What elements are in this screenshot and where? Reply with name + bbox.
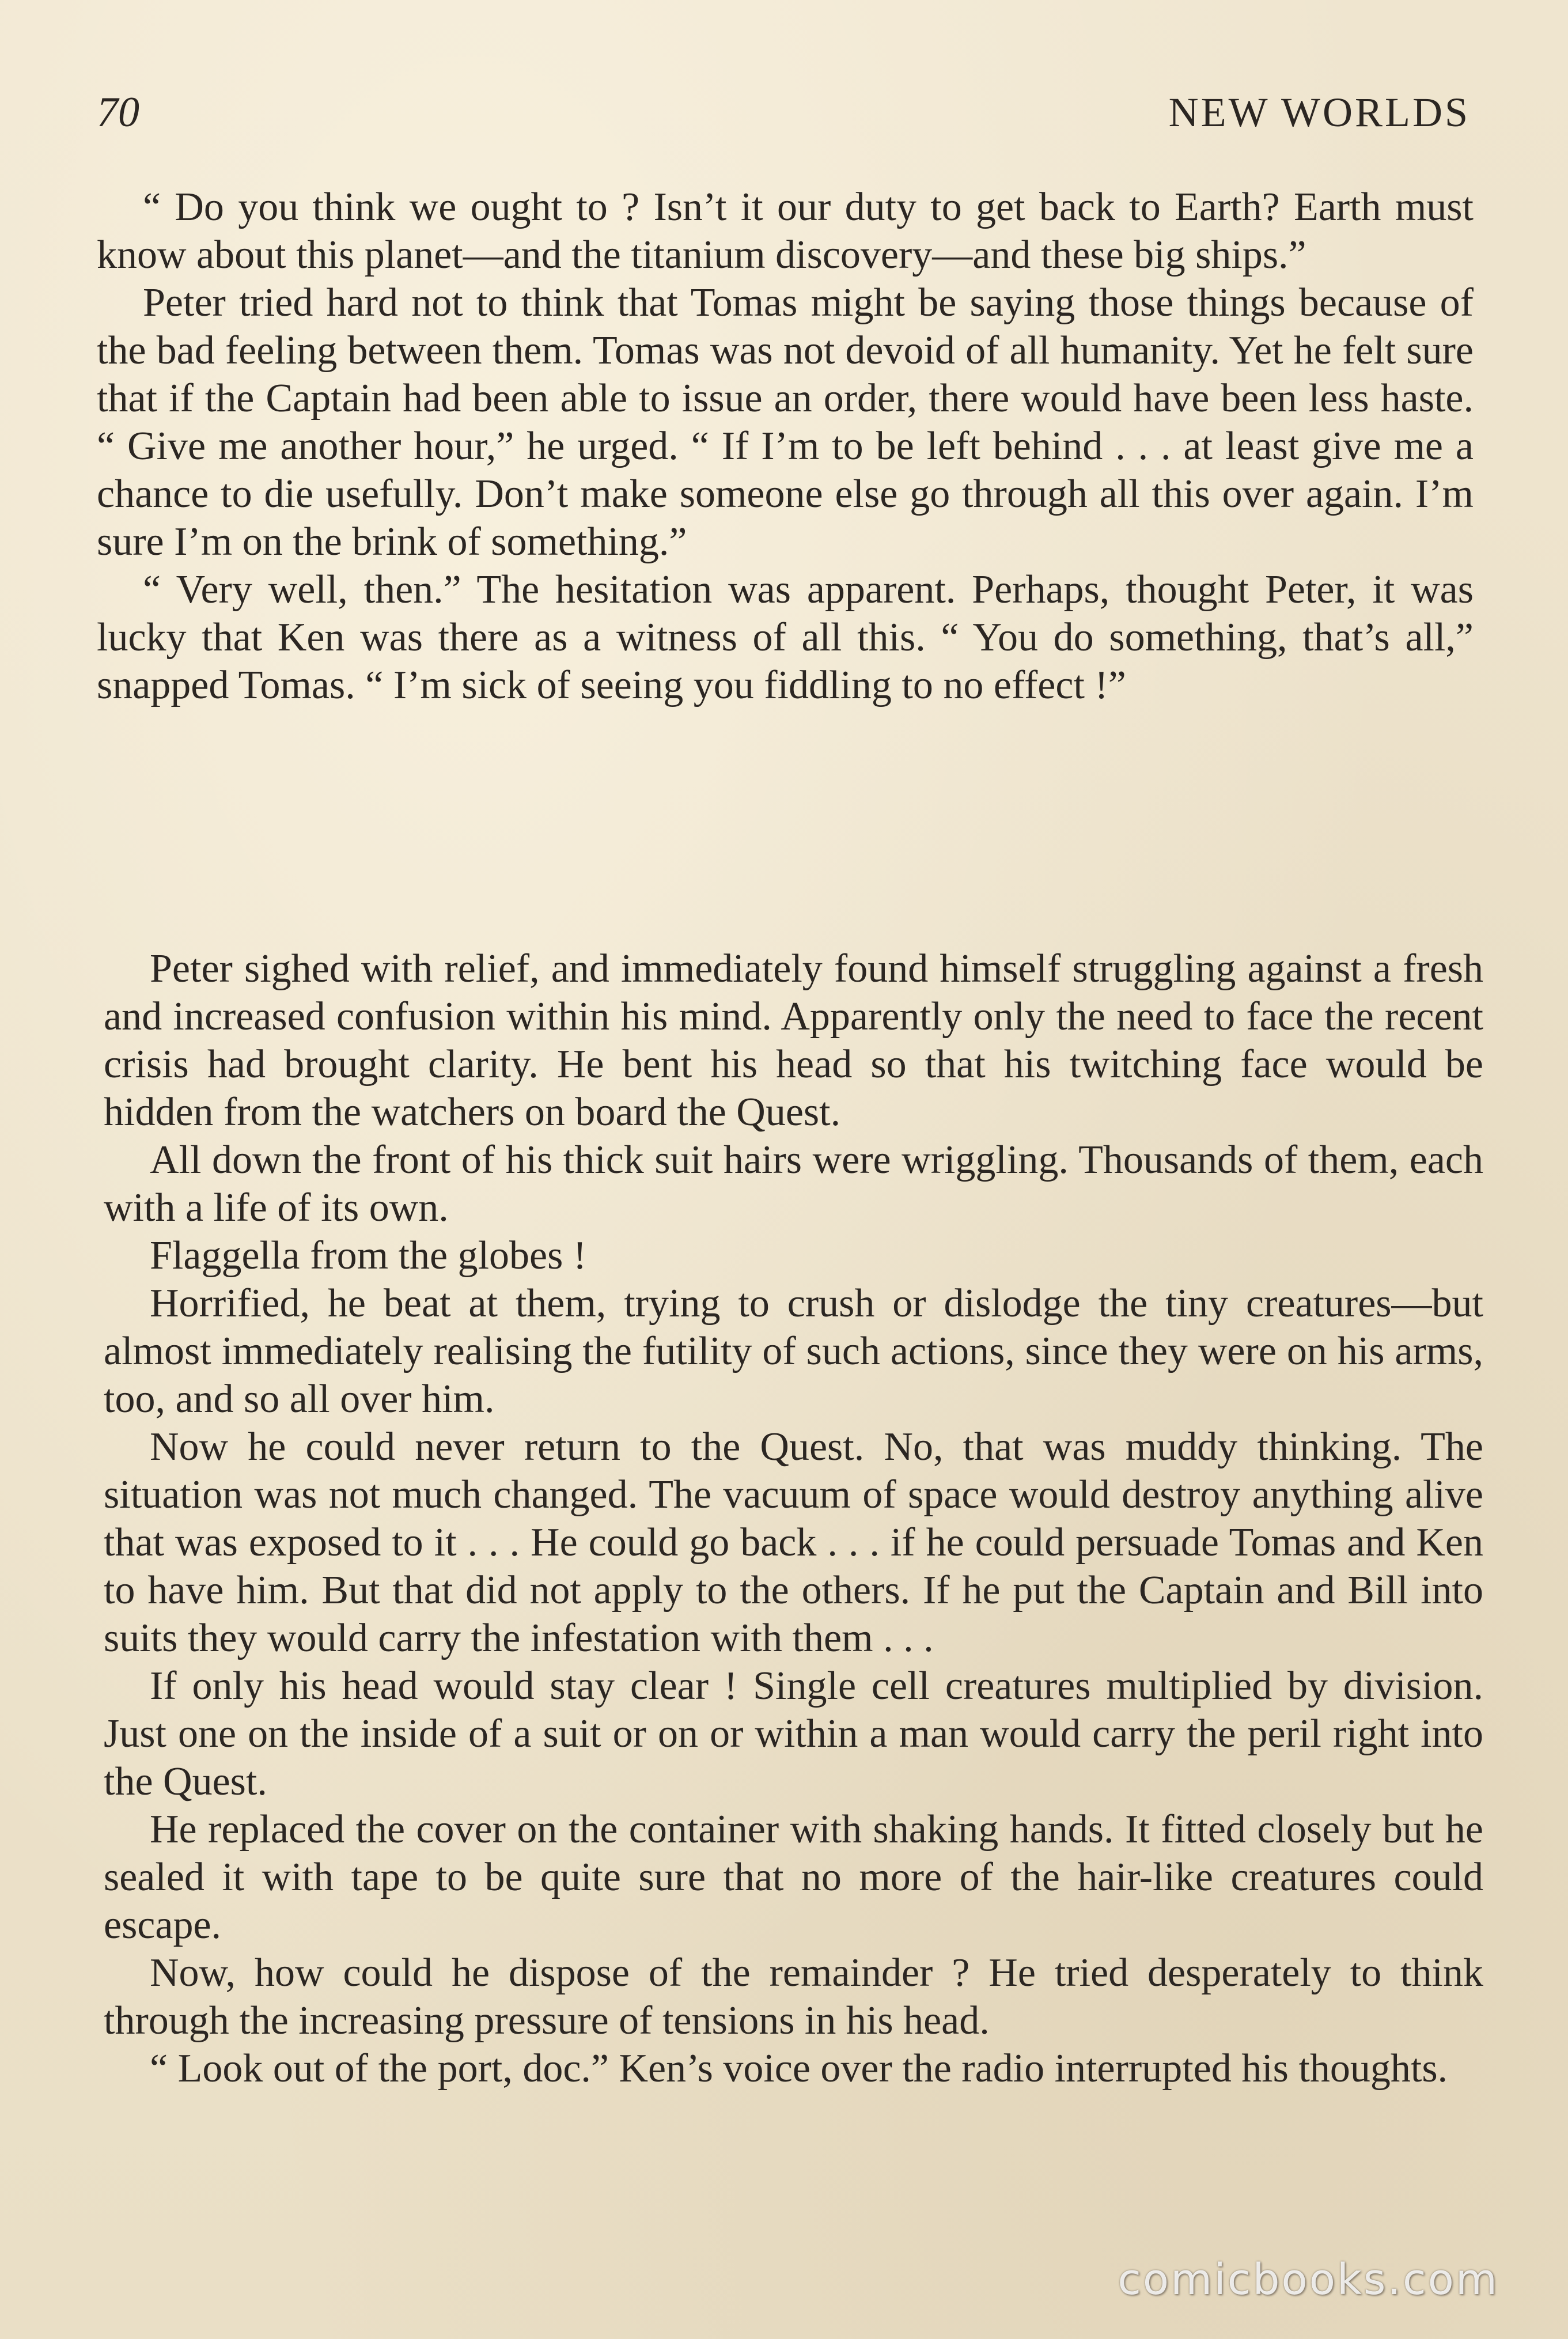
paragraph: All down the front of his thick suit hairs were wriggling. Thousands of them, each with a life of its own. — [104, 1138, 1483, 1230]
paragraph: Peter sighed with relief, and immediately found himself struggling against a fresh and increased confusion within his mind. Apparently only the need to face the recent crisis had brought clarity. He bent his head so that his twitching face would be hidden from the watchers on board the Quest. — [104, 947, 1483, 1134]
page-number: 70 — [97, 89, 139, 136]
paragraph: Flaggella from the globes ! — [150, 1233, 587, 1278]
watermark: comicbooks.com — [1118, 2255, 1499, 2304]
text-block-2 — [104, 945, 1483, 2092]
paragraph: Horrified, he beat at them, trying to crush or dislodge the tiny creatures—but almost immediately realising the futility of such actions, since they were on his arms, too, and so all over him. — [104, 1281, 1483, 1421]
running-title: NEW WORLDS — [1168, 89, 1470, 135]
text-block-1 — [97, 183, 1474, 709]
paragraph: He replaced the cover on the container with shaking hands. It fitted closely but he sealed it with tape to be quite sure that no more of the hair-like creatures could escape. — [104, 1807, 1483, 1947]
paragraph: Peter tried hard not to think that Tomas might be saying those things because of the bad feeling between them. Tomas was not devoid of all humanity. Yet he felt sure that if the Captain had been able to issue an order, there would have been less haste. “ Give me another hour,” he urged. “ If I’m to be left behind . . . at least give me a chance to die usefully. Don’t make someone else go through all this over again. I’m sure I’m on the brink of something.” — [97, 281, 1474, 564]
paragraph: If only his head would stay clear ! Single cell creatures multiplied by division. Just one on the inside of a suit or on or within a man would carry the peril right into the Quest. — [104, 1664, 1483, 1804]
paragraph: “ Look out of the port, doc.” Ken’s voice over the radio interrupted his thoughts. — [150, 2046, 1448, 2091]
running-head — [97, 81, 1470, 144]
paragraph: Now, how could he dispose of the remainder ? He tried desperately to think through the increasing pressure of tensions in his head. — [104, 1951, 1483, 2043]
paragraph: “ Very well, then.” The hesitation was apparent. Perhaps, thought Peter, it was lucky that Ken was there as a witness of all this. “ You do something, that’s all,” snapped Tomas. “ I’m sick of seeing you fiddling to no effect !” — [97, 567, 1474, 707]
paragraph: Now he could never return to the Quest. No, that was muddy thinking. The situation was not much changed. The vacuum of space would destroy anything alive that was exposed to it . . . He could go back . . . if he could persuade Tomas and Ken to have him. But that did not apply to the others. If he put the Captain and Bill into suits they would carry the infestation with them . . . — [104, 1425, 1483, 1660]
paragraph: “ Do you think we ought to ? Isn’t it our duty to get back to Earth? Earth must know about this planet—and the titanium discovery—and these big ships.” — [97, 185, 1474, 277]
